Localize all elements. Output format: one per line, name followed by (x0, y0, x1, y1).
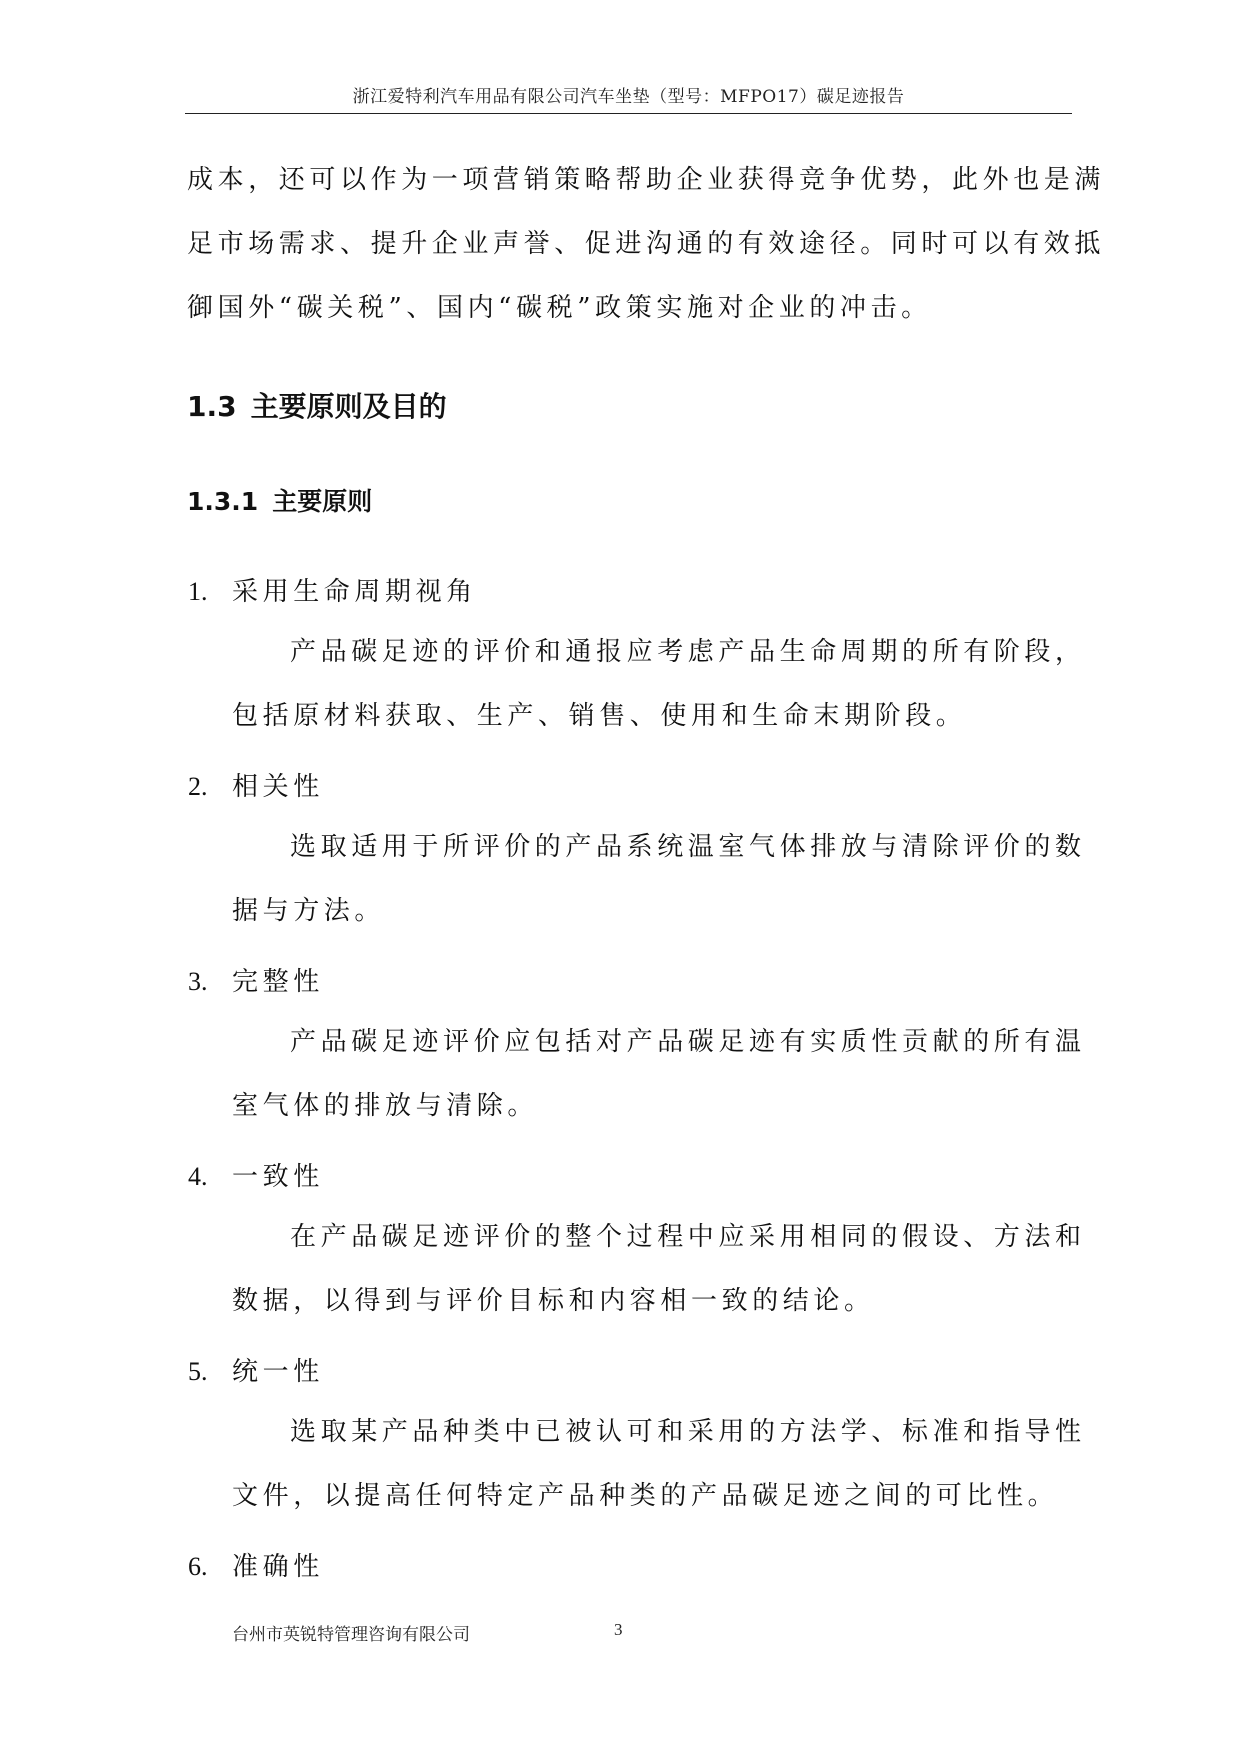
principle-heading (188, 1160, 324, 1194)
principle-line: 在产品碳足迹评价的整个过程中应采用相同的假设、方法和 (290, 1222, 1086, 1252)
principle-body (232, 620, 1092, 748)
principle-number: 6. (188, 1552, 208, 1581)
principle-heading (188, 1550, 324, 1584)
footer-page-number: 3 (614, 1620, 623, 1639)
section-heading (187, 385, 447, 425)
intro-paragraph (187, 148, 1105, 340)
principle-body (232, 1010, 1092, 1138)
intro-line: 御国外“碳关税”、国内“碳税”政策实施对企业的冲击。 (187, 293, 932, 323)
principle-number: 3. (188, 967, 208, 996)
intro-line: 成本，还可以作为一项营销策略帮助企业获得竞争优势，此外也是满 (187, 165, 1106, 195)
principle-label: 一致性 (232, 1162, 324, 1192)
principle-heading (188, 575, 477, 609)
subsection-title: 主要原则 (272, 487, 373, 516)
intro-line: 足市场需求、提升企业声誉、促进沟通的有效途径。同时可以有效抵 (187, 229, 1106, 259)
principle-body (232, 1400, 1092, 1528)
principle-number: 4. (188, 1162, 208, 1191)
header-divider (185, 113, 1072, 114)
principle-line: 据与方法。 (232, 896, 386, 926)
principle-heading (188, 965, 324, 999)
principle-label: 统一性 (232, 1357, 324, 1387)
principle-number: 5. (188, 1357, 208, 1386)
subsection-heading (187, 482, 372, 518)
section-title: 主要原则及目的 (250, 390, 447, 423)
principle-line: 文件，以提高任何特定产品种类的产品碳足迹之间的可比性。 (232, 1481, 1059, 1511)
principle-line: 选取某产品种类中已被认可和采用的方法学、标准和指导性 (290, 1417, 1086, 1447)
principle-heading (188, 1355, 324, 1389)
principle-label: 准确性 (232, 1552, 324, 1582)
principle-label: 相关性 (232, 772, 324, 802)
principle-line: 包括原材料获取、生产、销售、使用和生命末期阶段。 (232, 701, 967, 731)
principle-line: 室气体的排放与清除。 (232, 1091, 539, 1121)
principle-line: 产品碳足迹评价应包括对产品碳足迹有实质性贡献的所有温 (290, 1027, 1086, 1057)
principle-heading (188, 770, 324, 804)
section-number: 1.3 (187, 390, 237, 423)
subsection-number: 1.3.1 (187, 487, 259, 516)
principle-line: 产品碳足迹的评价和通报应考虑产品生命周期的所有阶段， (290, 637, 1086, 667)
principle-label: 完整性 (232, 967, 324, 997)
principle-line: 选取适用于所评价的产品系统温室气体排放与清除评价的数 (290, 832, 1086, 862)
page-header-title: 浙江爱特利汽车用品有限公司汽车坐垫（型号：MFPO17）碳足迹报告 (352, 87, 905, 107)
principle-number: 2. (188, 772, 208, 801)
footer-company: 台州市英锐特管理咨询有限公司 (232, 1625, 470, 1645)
principle-body (232, 1205, 1092, 1333)
principle-body (232, 815, 1092, 943)
principle-line: 数据，以得到与评价目标和内容相一致的结论。 (232, 1286, 875, 1316)
principle-number: 1. (188, 577, 208, 606)
principle-label: 采用生命周期视角 (232, 577, 477, 607)
